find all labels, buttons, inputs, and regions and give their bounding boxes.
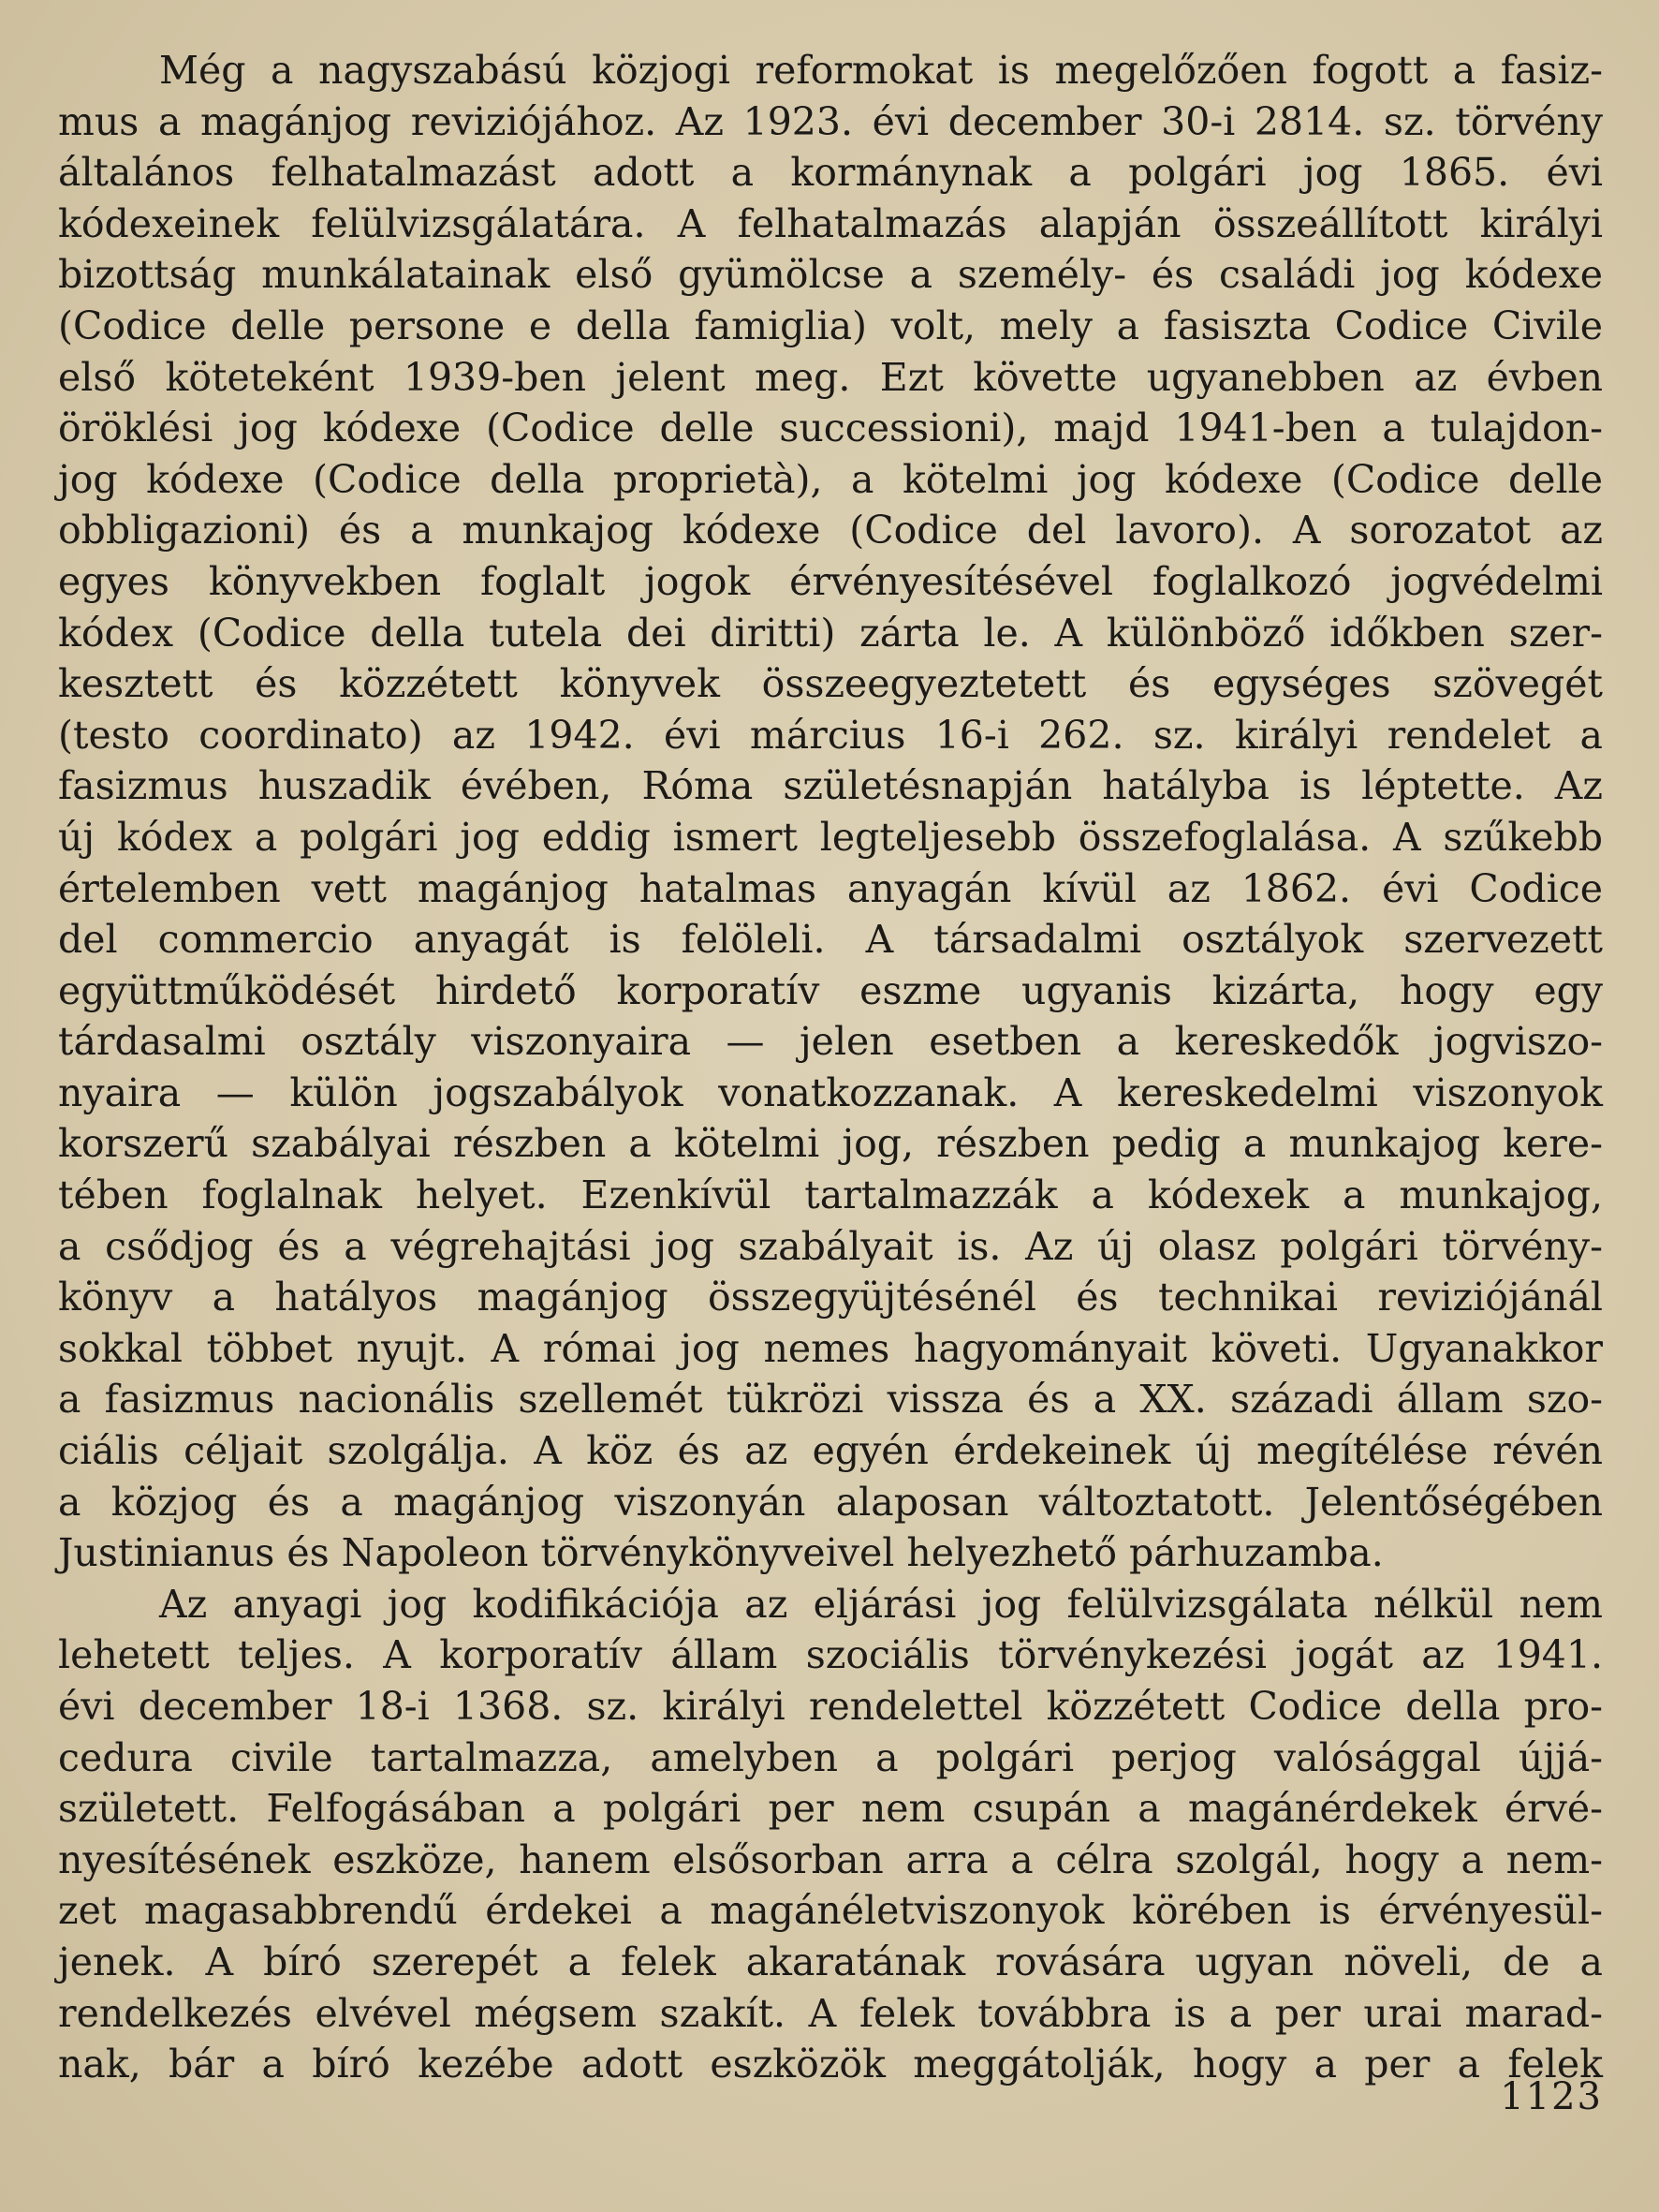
- text-line: egyes könyvekben foglalt jogok érvényesítésével foglalkozó jogvédelmi: [58, 558, 1603, 604]
- text-line: jenek. A bíró szerepét a felek akaratának rovására ugyan növeli, de a: [58, 1939, 1603, 1984]
- text-line: korszerű szabályai részben a kötelmi jog, részben pedig a munkajog kere-: [58, 1121, 1603, 1167]
- page-body: [58, 45, 1603, 2090]
- text-line: Még a nagyszabású közjogi reformokat is megelőzően fogott a fasiz-: [159, 48, 1603, 93]
- text-line: öröklési jog kódexe (Codice delle successioni), majd 1941-ben a tulajdon-: [58, 406, 1603, 451]
- text-line: könyv a hatályos magánjog összegyüjtésénél és technikai reviziójánál: [58, 1275, 1603, 1320]
- text-line: sokkal többet nyujt. A római jog nemes hagyományait követi. Ugyanakkor: [58, 1325, 1603, 1371]
- text-line: fasizmus huszadik évében, Róma születésnapján hatályba is léptette. Az: [58, 763, 1603, 809]
- text-line: új kódex a polgári jog eddig ismert legteljesebb összefoglalása. A szűkebb: [58, 814, 1603, 860]
- text-line: ciális céljait szolgálja. A köz és az egyén érdekeinek új megítélése révén: [58, 1428, 1603, 1474]
- text-line: tárdasalmi osztály viszonyaira — jelen esetben a kereskedők jogviszo-: [58, 1019, 1603, 1065]
- text-line: del commercio anyagát is felöleli. A társadalmi osztályok szervezett: [58, 917, 1603, 963]
- text-line: zet magasabbrendű érdekei a magánéletviszonyok körében is érvényesül-: [58, 1888, 1603, 1934]
- text-line: jog kódexe (Codice della proprietà), a kötelmi jog kódexe (Codice delle: [58, 456, 1603, 502]
- text-line: kesztett és közzétett könyvek összeegyeztetett és egységes szövegét: [58, 661, 1603, 707]
- text-line: évi december 18-i 1368. sz. királyi rendelettel közzétett Codice della pro-: [58, 1684, 1603, 1729]
- text-line: kódex (Codice della tutela dei diritti) zárta le. A különböző időkben szer-: [58, 610, 1603, 656]
- text-line: rendelkezés elvével mégsem szakít. A felek továbbra is a per urai marad-: [58, 1990, 1603, 2036]
- text-line: a csődjog és a végrehajtási jog szabályait is. Az új olasz polgári törvény-: [58, 1223, 1603, 1269]
- text-line: nak, bár a bíró kezébe adott eszközök meggátolják, hogy a per a felek: [58, 2042, 1603, 2087]
- text-line: nyesítésének eszköze, hanem elsősorban arra a célra szolgál, hogy a nem-: [58, 1836, 1603, 1882]
- text-line: első köteteként 1939-ben jelent meg. Ezt követte ugyanebben az évben: [58, 354, 1603, 400]
- text-line: értelemben vett magánjog hatalmas anyagán kívül az 1862. évi Codice: [58, 865, 1603, 911]
- text-line: (testo coordinato) az 1942. évi március 16-i 262. sz. királyi rendelet a: [58, 712, 1603, 758]
- text-line: nyaira — külön jogszabályok vonatkozzanak. A kereskedelmi viszonyok: [58, 1069, 1603, 1115]
- text-line: obbligazioni) és a munkajog kódexe (Codice del lavoro). A sorozatot az: [58, 508, 1603, 553]
- text-line: együttműködését hirdető korporatív eszme ugyanis kizárta, hogy egy: [58, 967, 1603, 1013]
- text-line: Az anyagi jog kodifikációja az eljárási jog felülvizsgálata nélkül nem: [159, 1581, 1603, 1627]
- text-line: a fasizmus nacionális szellemét tükrözi vissza és a XX. századi állam szo-: [58, 1377, 1603, 1423]
- paragraph-1: [58, 45, 1603, 1579]
- text-line: lehetett teljes. A korporatív állam szociális törvénykezési jogát az 1941.: [58, 1632, 1603, 1678]
- text-line: mus a magánjog reviziójához. Az 1923. évi december 30-i 2814. sz. törvény: [58, 98, 1603, 144]
- text-line: cedura civile tartalmazza, amelyben a polgári perjog valósággal újjá-: [58, 1734, 1603, 1780]
- page-number: 1123: [1500, 2075, 1603, 2118]
- paragraph-2: [58, 1579, 1603, 2090]
- text-line: kódexeinek felülvizsgálatára. A felhatalmazás alapján összeállított királyi: [58, 200, 1603, 246]
- text-line: általános felhatalmazást adott a kormánynak a polgári jog 1865. évi: [58, 150, 1603, 196]
- text-line: bizottság munkálatainak első gyümölcse a személy- és családi jog kódexe: [58, 252, 1603, 298]
- text-line: született. Felfogásában a polgári per nem csupán a magánérdekek érvé-: [58, 1786, 1603, 1832]
- text-line: a közjog és a magánjog viszonyán alaposan változtatott. Jelentőségében: [58, 1479, 1603, 1525]
- text-line: Justinianus és Napoleon törvénykönyveivel helyezhető párhuzamba.: [58, 1530, 1384, 1576]
- text-line: (Codice delle persone e della famiglia) volt, mely a fasiszta Codice Civile: [58, 302, 1603, 348]
- text-line: tében foglalnak helyet. Ezenkívül tartalmazzák a kódexek a munkajog,: [58, 1172, 1603, 1218]
